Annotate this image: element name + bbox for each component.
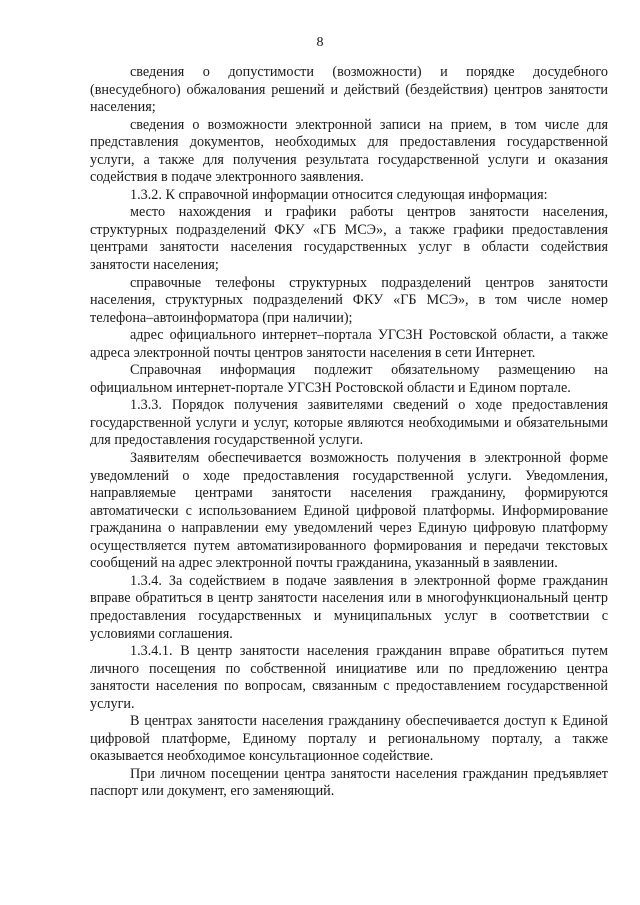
paragraph-section-1-3-3: 1.3.3. Порядок получения заявителями сведений о ходе предоставления государственной услуги и услуг, которые являются необходимыми и обязательными для предоставления государственной услуги.: [90, 397, 608, 449]
paragraph-section-1-3-4: 1.3.4. За содействием в подаче заявления в электронной форме гражданин вправе обратиться в центр занятости населения или в многофункциональный центр предоставления государственных и муниципальных услуг в соответствии с условиями соглашения.: [90, 572, 608, 642]
paragraph-passport-requirement: При личном посещении центра занятости населения гражданин предъявляет паспорт или документ, его заменяющий.: [90, 765, 608, 800]
paragraph-platform-access: В центрах занятости населения гражданину обеспечивается доступ к Единой цифровой платформе, Единому порталу и региональному порталу, а также оказывается необходимое консультационное содействие.: [90, 713, 608, 765]
paragraph-section-1-3-4-1: 1.3.4.1. В центр занятости населения гражданин вправе обратиться путем личного посещения по собственной инициативе или по предложению центра занятости населения по вопросам, связанным с предоставлением государственной услуги.: [90, 643, 608, 712]
paragraph-locations-schedules: место нахождения и графики работы центров занятости населения, структурных подразделений ФКУ «ГБ МСЭ», а также графики предоставления центрами занятости населения государственных услуг в области содействия занятости населения;: [90, 204, 608, 274]
paragraph-appeal-procedure: сведения о допустимости (возможности) и порядке досудебного (внесудебного) обжалования решений и действий (бездействия) центров занятости населения;: [90, 64, 608, 116]
paragraph-reference-publication: Справочная информация подлежит обязательному размещению на официальном интернет-портале УГСЗН Ростовской области и Едином портале.: [90, 362, 608, 396]
page-number: 8: [316, 35, 324, 50]
paragraph-electronic-appointment: сведения о возможности электронной записи на прием, в том числе для представления документов, необходимых для предоставления государственной услуги, а также для получения результата государственной услуги и оказания содействия в подаче электронного заявления.: [90, 116, 608, 186]
paragraph-electronic-notifications: Заявителям обеспечивается возможность получения в электронной форме уведомлений о ходе предоставления государственной услуги. Уведомления, направляемые центрами занятости населения гражданину, формируются автоматически с использованием Единой цифровой платформы. Информирование гражданина о направлении ему уведомлений через Единую цифровую платформу осуществляется путем автоматизированного формирования и передачи текстовых сообщений на адрес электронной почты гражданина, указанный в заявлении.: [90, 450, 608, 572]
paragraph-portal-address: адрес официального интернет–портала УГСЗН Ростовской области, а также адреса электронной почты центров занятости населения в сети Интернет.: [90, 327, 608, 361]
paragraph-section-1-3-2: 1.3.2. К справочной информации относится следующая информация:: [130, 186, 548, 203]
document-body: [90, 64, 608, 801]
paragraph-reference-phones: справочные телефоны структурных подразделений центров занятости населения, структурных подразделений ФКУ «ГБ МСЭ», в том числе номер телефона–автоинформатора (при наличии);: [90, 274, 608, 326]
